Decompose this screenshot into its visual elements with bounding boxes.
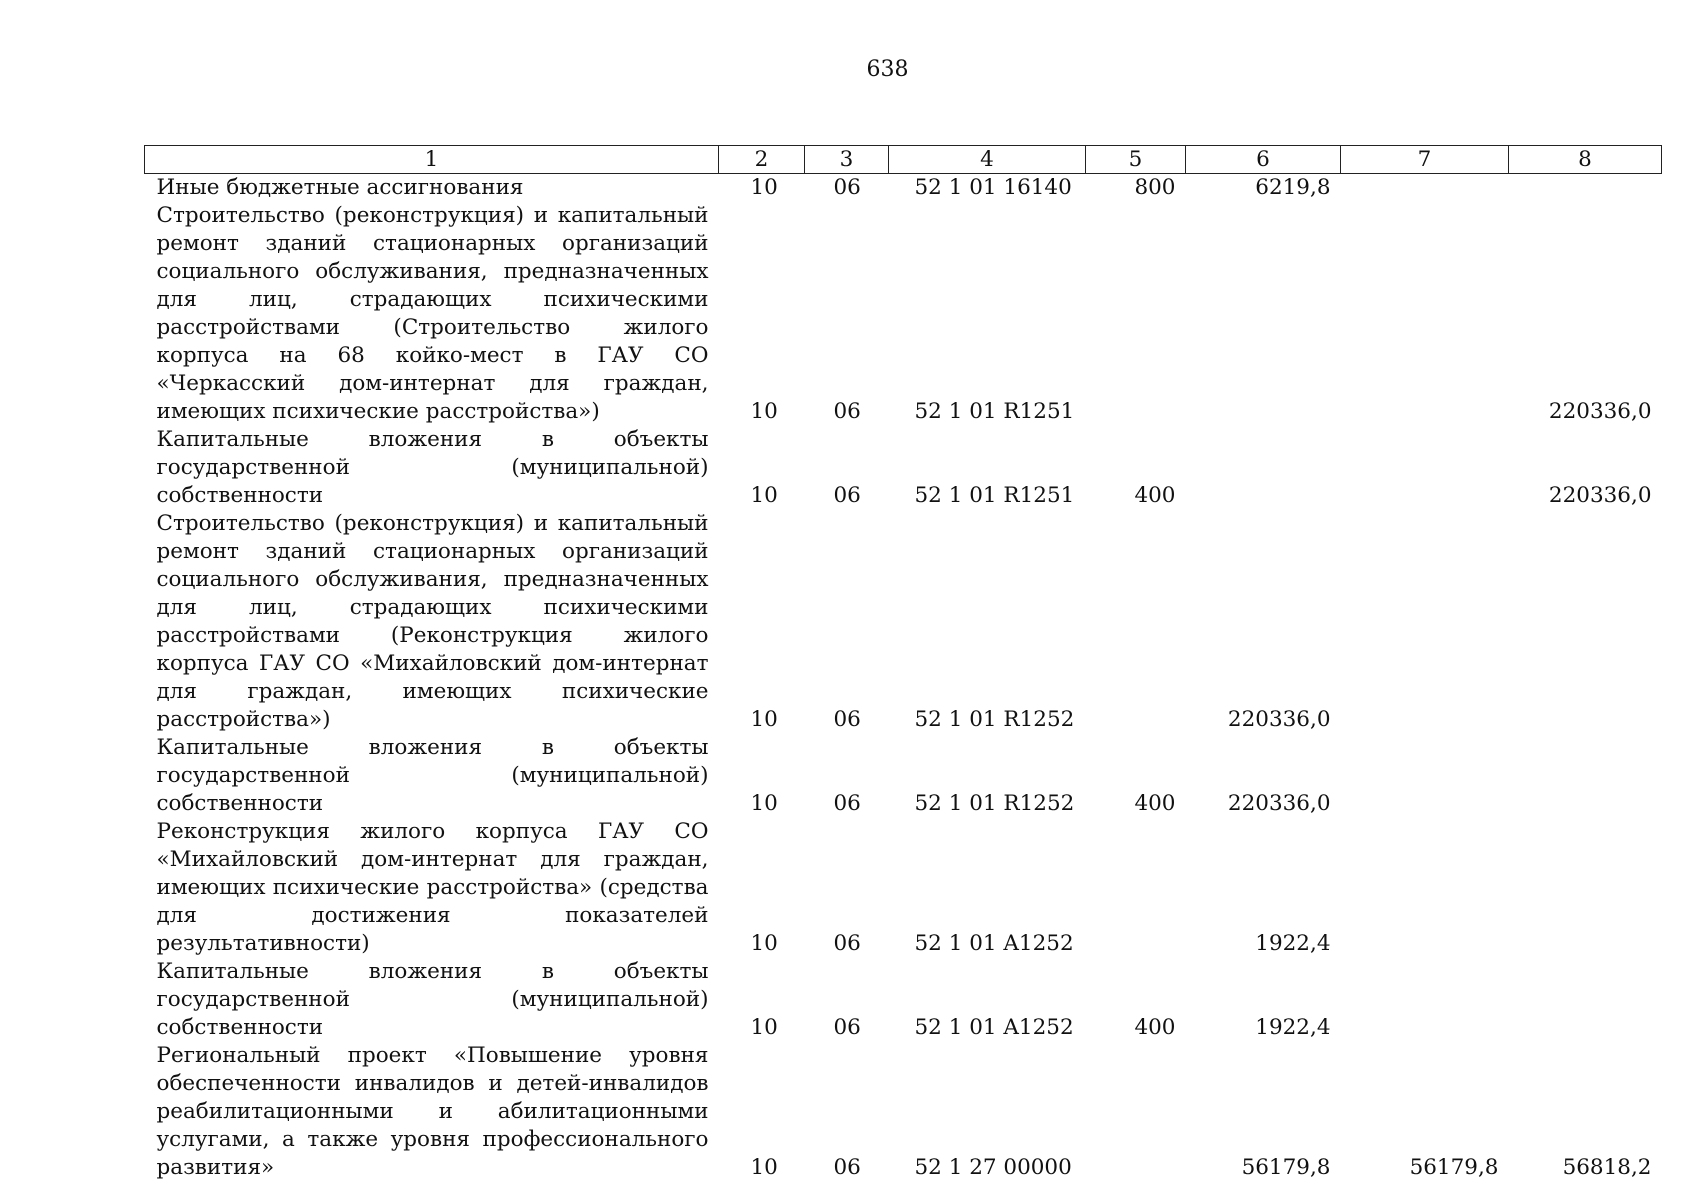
target-article-code: 52 1 01 R1251 [914, 483, 1075, 508]
amount-col-7 [1341, 426, 1509, 510]
expense-type-code: 800 [1134, 175, 1176, 200]
target-article-code: 52 1 01 R1251 [914, 399, 1075, 424]
row-description: Капитальные вложения в объекты государственной (муниципальной) собственности [156, 735, 709, 816]
header-col-6: 6 [1186, 146, 1341, 174]
amount-col-6: 1922,4 [1255, 1015, 1331, 1040]
expense-type-code [1086, 1042, 1186, 1182]
table-row [145, 426, 1662, 510]
section-code: 10 [750, 399, 778, 424]
expense-type-code: 400 [1134, 1015, 1176, 1040]
target-article-code: 52 1 01 R1252 [914, 791, 1075, 816]
amount-col-8 [1509, 510, 1662, 734]
table-row [145, 734, 1662, 818]
subsection-code: 06 [833, 707, 861, 732]
amount-col-6 [1186, 202, 1341, 426]
amount-col-8: 56818,2 [1562, 1155, 1652, 1180]
header-col-4: 4 [889, 146, 1086, 174]
subsection-code: 06 [833, 931, 861, 956]
amount-col-7 [1341, 734, 1509, 818]
header-col-5: 5 [1086, 146, 1186, 174]
amount-col-7 [1341, 510, 1509, 734]
subsection-code: 06 [833, 1155, 861, 1180]
row-description: Строительство (реконструкция) и капитальный ремонт зданий стационарных организаций социального обслуживания, предназначенных для лиц, страдающих психическими расстройствами (Строительство жилого корпуса на 68 койко-мест в ГАУ СО «Черкасский дом-интернат для граждан, имеющих психические расстройства») [156, 203, 709, 424]
amount-col-7 [1341, 958, 1509, 1042]
amount-col-8 [1509, 818, 1662, 958]
budget-table [144, 145, 1662, 1182]
section-code: 10 [750, 931, 778, 956]
header-col-3: 3 [805, 146, 889, 174]
row-description: Капитальные вложения в объекты государственной (муниципальной) собственности [156, 427, 709, 508]
expense-type-code [1086, 202, 1186, 426]
table-header-row [145, 146, 1662, 174]
header-col-1: 1 [145, 146, 719, 174]
table-row [145, 1042, 1662, 1182]
section-code: 10 [750, 1015, 778, 1040]
subsection-code: 06 [833, 1015, 861, 1040]
expense-type-code: 400 [1134, 791, 1176, 816]
target-article-code: 52 1 01 R1252 [914, 707, 1075, 732]
section-code: 10 [750, 483, 778, 508]
subsection-code: 06 [833, 175, 861, 200]
amount-col-6: 1922,4 [1255, 931, 1331, 956]
page-number: 638 [866, 57, 909, 82]
section-code: 10 [750, 707, 778, 732]
amount-col-8 [1509, 174, 1662, 203]
amount-col-8 [1509, 958, 1662, 1042]
amount-col-8: 220336,0 [1548, 399, 1652, 424]
row-description: Строительство (реконструкция) и капитальный ремонт зданий стационарных организаций социального обслуживания, предназначенных для лиц, страдающих психическими расстройствами (Реконструкция жилого корпуса ГАУ СО «Михайловский дом-интернат для граждан, имеющих психические расстройства») [156, 511, 709, 732]
row-description: Иные бюджетные ассигнования [156, 175, 524, 200]
target-article-code: 52 1 01 A1252 [914, 931, 1074, 956]
section-code: 10 [750, 175, 778, 200]
target-article-code: 52 1 01 16140 [914, 175, 1072, 200]
section-code: 10 [750, 1155, 778, 1180]
expense-type-code [1086, 510, 1186, 734]
amount-col-6: 220336,0 [1227, 791, 1331, 816]
amount-col-7 [1341, 174, 1509, 203]
header-col-2: 2 [719, 146, 805, 174]
amount-col-6 [1186, 426, 1341, 510]
row-description: Региональный проект «Повышение уровня обеспеченности инвалидов и детей-инвалидов реабилитационными и абилитационными услугами, а также уровня профессионального развития» [156, 1043, 709, 1180]
table-row [145, 510, 1662, 734]
expense-type-code: 400 [1134, 483, 1176, 508]
target-article-code: 52 1 01 A1252 [914, 1015, 1074, 1040]
section-code: 10 [750, 791, 778, 816]
amount-col-6: 6219,8 [1255, 175, 1331, 200]
amount-col-7 [1341, 818, 1509, 958]
target-article-code: 52 1 27 00000 [914, 1155, 1072, 1180]
amount-col-6: 220336,0 [1227, 707, 1331, 732]
row-description: Капитальные вложения в объекты государственной (муниципальной) собственности [156, 959, 709, 1040]
amount-col-8 [1509, 734, 1662, 818]
amount-col-7: 56179,8 [1409, 1155, 1499, 1180]
table-row [145, 202, 1662, 426]
amount-col-6: 56179,8 [1241, 1155, 1331, 1180]
header-col-8: 8 [1509, 146, 1662, 174]
header-col-7: 7 [1341, 146, 1509, 174]
expense-type-code [1086, 818, 1186, 958]
amount-col-7 [1341, 202, 1509, 426]
row-description: Реконструкция жилого корпуса ГАУ СО «Михайловский дом-интернат для граждан, имеющих психические расстройства» (средства для достижения показателей результативности) [156, 819, 709, 956]
table-row [145, 818, 1662, 958]
table-row [145, 174, 1662, 203]
amount-col-8: 220336,0 [1548, 483, 1652, 508]
subsection-code: 06 [833, 399, 861, 424]
subsection-code: 06 [833, 791, 861, 816]
subsection-code: 06 [833, 483, 861, 508]
table-row [145, 958, 1662, 1042]
